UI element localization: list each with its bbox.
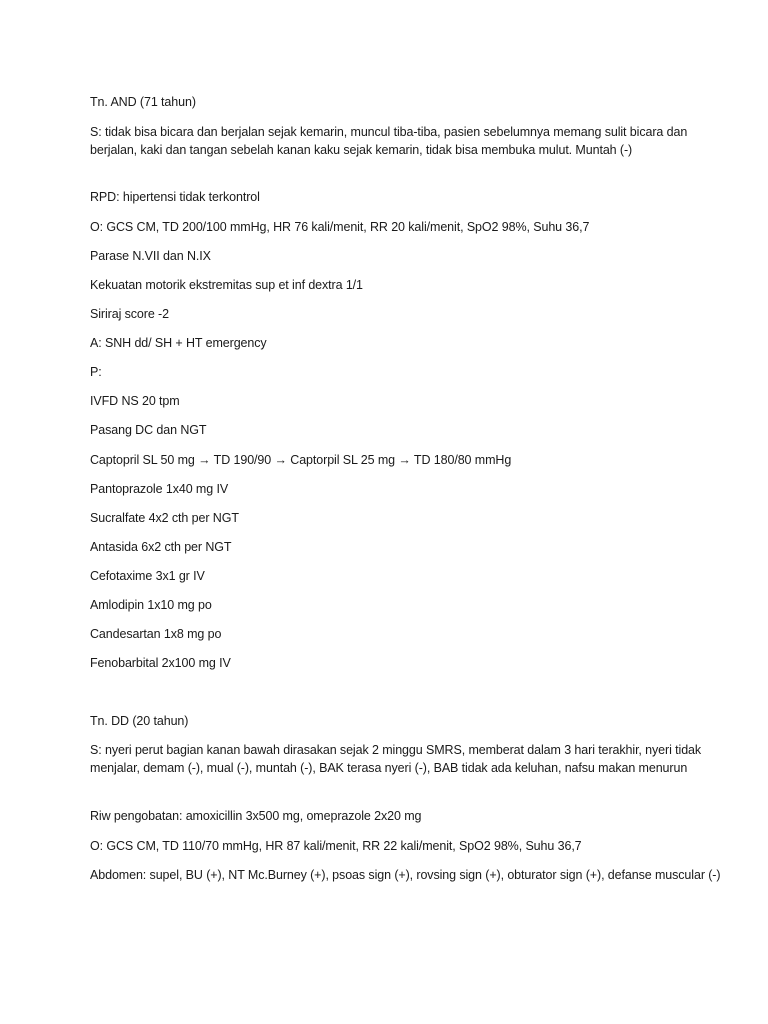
case1-plan-label: P:: [90, 365, 102, 379]
case1-assessment: A: SNH dd/ SH + HT emergency: [90, 336, 267, 350]
plan-item: Sucralfate 4x2 cth per NGT: [90, 511, 239, 525]
case1-parase: Parase N.VII dan N.IX: [90, 249, 211, 263]
case2-objective: O: GCS CM, TD 110/70 mmHg, HR 87 kali/menit, RR 22 kali/menit, SpO2 98%, Suhu 36,7: [90, 839, 582, 853]
plan-item: Candesartan 1x8 mg po: [90, 627, 222, 641]
case1-rpd: RPD: hipertensi tidak terkontrol: [90, 190, 260, 204]
plan-item: Pasang DC dan NGT: [90, 423, 207, 437]
plan-item: Cefotaxime 3x1 gr IV: [90, 569, 205, 583]
plan-item: Antasida 6x2 cth per NGT: [90, 540, 232, 554]
plan-item: Amlodipin 1x10 mg po: [90, 598, 212, 612]
case1-objective: O: GCS CM, TD 200/100 mmHg, HR 76 kali/menit, RR 20 kali/menit, SpO2 98%, Suhu 36,7: [90, 220, 590, 234]
plan-item: Fenobarbital 2x100 mg IV: [90, 656, 231, 670]
case2-riw: Riw pengobatan: amoxicillin 3x500 mg, omeprazole 2x20 mg: [90, 809, 422, 823]
case2-title: Tn. DD (20 tahun): [90, 714, 189, 728]
case1-title: Tn. AND (71 tahun): [90, 95, 196, 109]
case1-siriraj: Siriraj score -2: [90, 307, 169, 321]
case1-kekuatan: Kekuatan motorik ekstremitas sup et inf dextra 1/1: [90, 278, 363, 292]
case2-abdomen: Abdomen: supel, BU (+), NT Mc.Burney (+), psoas sign (+), rovsing sign (+), obturator sign (+), defanse muscular (-): [90, 868, 721, 882]
plan-item: IVFD NS 20 tpm: [90, 394, 180, 408]
plan-item: Pantoprazole 1x40 mg IV: [90, 482, 229, 496]
case1-subjective: S: tidak bisa bicara dan berjalan sejak kemarin, muncul tiba-tiba, pasien sebelumnya memang sulit bicara dan berjalan, kaki dan tangan sebelah kanan kaku sejak kemarin, tidak bisa membuka mulut. Muntah (-): [90, 125, 688, 157]
case2-subjective: S: nyeri perut bagian kanan bawah dirasakan sejak 2 minggu SMRS, memberat dalam 3 hari terakhir, nyeri tidak menjalar, demam (-), mual (-), muntah (-), BAK terasa nyeri (-), BAB tidak ada keluhan, nafsu makan menurun: [90, 743, 702, 775]
plan-item: Captopril SL 50 mg → TD 190/90 → Captorpil SL 25 mg → TD 180/80 mmHg: [90, 453, 512, 467]
